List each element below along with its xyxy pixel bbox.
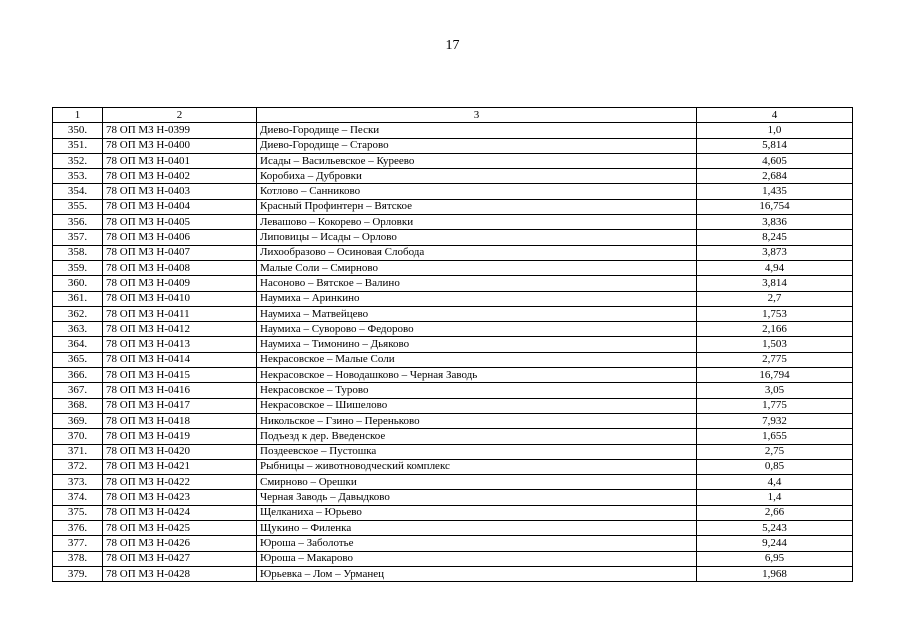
row-number: 368. [53,398,103,413]
road-name: Наумиха – Суворово – Федорово [257,322,697,337]
table-row [53,398,853,413]
table-row [53,536,853,551]
table-row [53,352,853,367]
table-row [53,444,853,459]
road-code: 78 ОП МЗ Н-0412 [103,322,257,337]
header-col-3: 3 [257,108,697,123]
road-length: 1,968 [697,566,853,581]
row-number: 376. [53,521,103,536]
road-name: Некрасовское – Турово [257,383,697,398]
road-name: Левашово – Кокорево – Орловки [257,215,697,230]
road-name: Красный Профинтерн – Вятское [257,199,697,214]
road-name: Юроша – Макарово [257,551,697,566]
row-number: 369. [53,413,103,428]
road-code: 78 ОП МЗ Н-0421 [103,459,257,474]
road-name: Лихообразово – Осиновая Слобода [257,245,697,260]
row-number: 359. [53,260,103,275]
road-length: 1,753 [697,306,853,321]
table-row [53,153,853,168]
road-name: Смирново – Орешки [257,475,697,490]
road-name: Некрасовское – Малые Соли [257,352,697,367]
road-code: 78 ОП МЗ Н-0419 [103,429,257,444]
road-length: 2,7 [697,291,853,306]
road-name: Поздеевское – Пустошка [257,444,697,459]
road-length: 7,932 [697,413,853,428]
row-number: 379. [53,566,103,581]
road-length: 16,794 [697,368,853,383]
row-number: 351. [53,138,103,153]
road-length: 3,873 [697,245,853,260]
road-code: 78 ОП МЗ Н-0402 [103,169,257,184]
row-number: 355. [53,199,103,214]
roads-table [52,107,853,582]
row-number: 363. [53,322,103,337]
road-name: Насоново – Вятское – Валино [257,276,697,291]
row-number: 366. [53,368,103,383]
row-number: 360. [53,276,103,291]
road-code: 78 ОП МЗ Н-0427 [103,551,257,566]
road-code: 78 ОП МЗ Н-0401 [103,153,257,168]
row-number: 356. [53,215,103,230]
header-col-1: 1 [53,108,103,123]
road-length: 16,754 [697,199,853,214]
road-name: Диево-Городище – Пески [257,123,697,138]
road-length: 3,836 [697,215,853,230]
road-code: 78 ОП МЗ Н-0417 [103,398,257,413]
road-length: 1,775 [697,398,853,413]
road-length: 5,814 [697,138,853,153]
table-row [53,429,853,444]
road-code: 78 ОП МЗ Н-0413 [103,337,257,352]
road-code: 78 ОП МЗ Н-0425 [103,521,257,536]
road-name: Котлово – Санниково [257,184,697,199]
table-row [53,245,853,260]
road-length: 3,814 [697,276,853,291]
table-row [53,230,853,245]
road-name: Наумиха – Матвейцево [257,306,697,321]
table-row [53,459,853,474]
table-row [53,306,853,321]
table-row [53,413,853,428]
row-number: 370. [53,429,103,444]
road-code: 78 ОП МЗ Н-0400 [103,138,257,153]
table-row [53,215,853,230]
road-code: 78 ОП МЗ Н-0403 [103,184,257,199]
table-row [53,383,853,398]
road-name: Подъезд к дер. Введенское [257,429,697,444]
road-code: 78 ОП МЗ Н-0422 [103,475,257,490]
table-row [53,260,853,275]
table-row [53,521,853,536]
road-code: 78 ОП МЗ Н-0426 [103,536,257,551]
road-code: 78 ОП МЗ Н-0399 [103,123,257,138]
road-name: Юрьевка – Лом – Урманец [257,566,697,581]
road-name: Диево-Городище – Старово [257,138,697,153]
table-row [53,505,853,520]
road-length: 4,605 [697,153,853,168]
table-row [53,169,853,184]
row-number: 372. [53,459,103,474]
table-row [53,337,853,352]
road-length: 2,75 [697,444,853,459]
road-code: 78 ОП МЗ Н-0424 [103,505,257,520]
table-row [53,475,853,490]
road-code: 78 ОП МЗ Н-0420 [103,444,257,459]
row-number: 358. [53,245,103,260]
row-number: 361. [53,291,103,306]
row-number: 378. [53,551,103,566]
road-code: 78 ОП МЗ Н-0407 [103,245,257,260]
table-row [53,276,853,291]
road-name: Малые Соли – Смирново [257,260,697,275]
row-number: 352. [53,153,103,168]
road-length: 1,503 [697,337,853,352]
header-col-2: 2 [103,108,257,123]
road-name: Некрасовское – Шишелово [257,398,697,413]
road-code: 78 ОП МЗ Н-0418 [103,413,257,428]
row-number: 362. [53,306,103,321]
road-length: 2,684 [697,169,853,184]
road-code: 78 ОП МЗ Н-0408 [103,260,257,275]
table-row [53,184,853,199]
table-row [53,368,853,383]
road-name: Рыбницы – животноводческий комплекс [257,459,697,474]
road-length: 5,243 [697,521,853,536]
road-name: Исады – Васильевское – Куреево [257,153,697,168]
road-name: Щукино – Филенка [257,521,697,536]
row-number: 375. [53,505,103,520]
road-name: Коробиха – Дубровки [257,169,697,184]
header-row [53,108,853,123]
road-length: 9,244 [697,536,853,551]
road-code: 78 ОП МЗ Н-0423 [103,490,257,505]
road-length: 1,435 [697,184,853,199]
table-row [53,322,853,337]
row-number: 367. [53,383,103,398]
row-number: 353. [53,169,103,184]
road-code: 78 ОП МЗ Н-0414 [103,352,257,367]
header-col-4: 4 [697,108,853,123]
row-number: 350. [53,123,103,138]
road-length: 1,4 [697,490,853,505]
page-number: 17 [445,38,460,53]
road-code: 78 ОП МЗ Н-0405 [103,215,257,230]
road-length: 2,66 [697,505,853,520]
row-number: 354. [53,184,103,199]
road-length: 2,166 [697,322,853,337]
row-number: 371. [53,444,103,459]
table-row [53,490,853,505]
road-length: 0,85 [697,459,853,474]
road-length: 1,0 [697,123,853,138]
road-code: 78 ОП МЗ Н-0410 [103,291,257,306]
road-code: 78 ОП МЗ Н-0404 [103,199,257,214]
road-name: Никольское – Гзино – Переньково [257,413,697,428]
road-name: Липовицы – Исады – Орлово [257,230,697,245]
road-length: 4,4 [697,475,853,490]
table-body [53,123,853,582]
road-code: 78 ОП МЗ Н-0428 [103,566,257,581]
table-row [53,138,853,153]
row-number: 365. [53,352,103,367]
table-row [53,123,853,138]
road-length: 4,94 [697,260,853,275]
row-number: 377. [53,536,103,551]
table-row [53,199,853,214]
road-length: 2,775 [697,352,853,367]
road-code: 78 ОП МЗ Н-0406 [103,230,257,245]
road-code: 78 ОП МЗ Н-0409 [103,276,257,291]
table-row [53,566,853,581]
road-length: 3,05 [697,383,853,398]
road-name: Черная Заводь – Давыдково [257,490,697,505]
row-number: 373. [53,475,103,490]
row-number: 374. [53,490,103,505]
road-code: 78 ОП МЗ Н-0411 [103,306,257,321]
road-length: 6,95 [697,551,853,566]
table-row [53,551,853,566]
table-row [53,291,853,306]
road-name: Юроша – Заболотье [257,536,697,551]
road-name: Наумиха – Аринкино [257,291,697,306]
road-name: Некрасовское – Новодашково – Черная Заводь [257,368,697,383]
row-number: 364. [53,337,103,352]
road-length: 8,245 [697,230,853,245]
road-code: 78 ОП МЗ Н-0415 [103,368,257,383]
road-name: Наумиха – Тимонино – Дьяково [257,337,697,352]
road-length: 1,655 [697,429,853,444]
road-code: 78 ОП МЗ Н-0416 [103,383,257,398]
road-name: Щелканиха – Юрьево [257,505,697,520]
row-number: 357. [53,230,103,245]
